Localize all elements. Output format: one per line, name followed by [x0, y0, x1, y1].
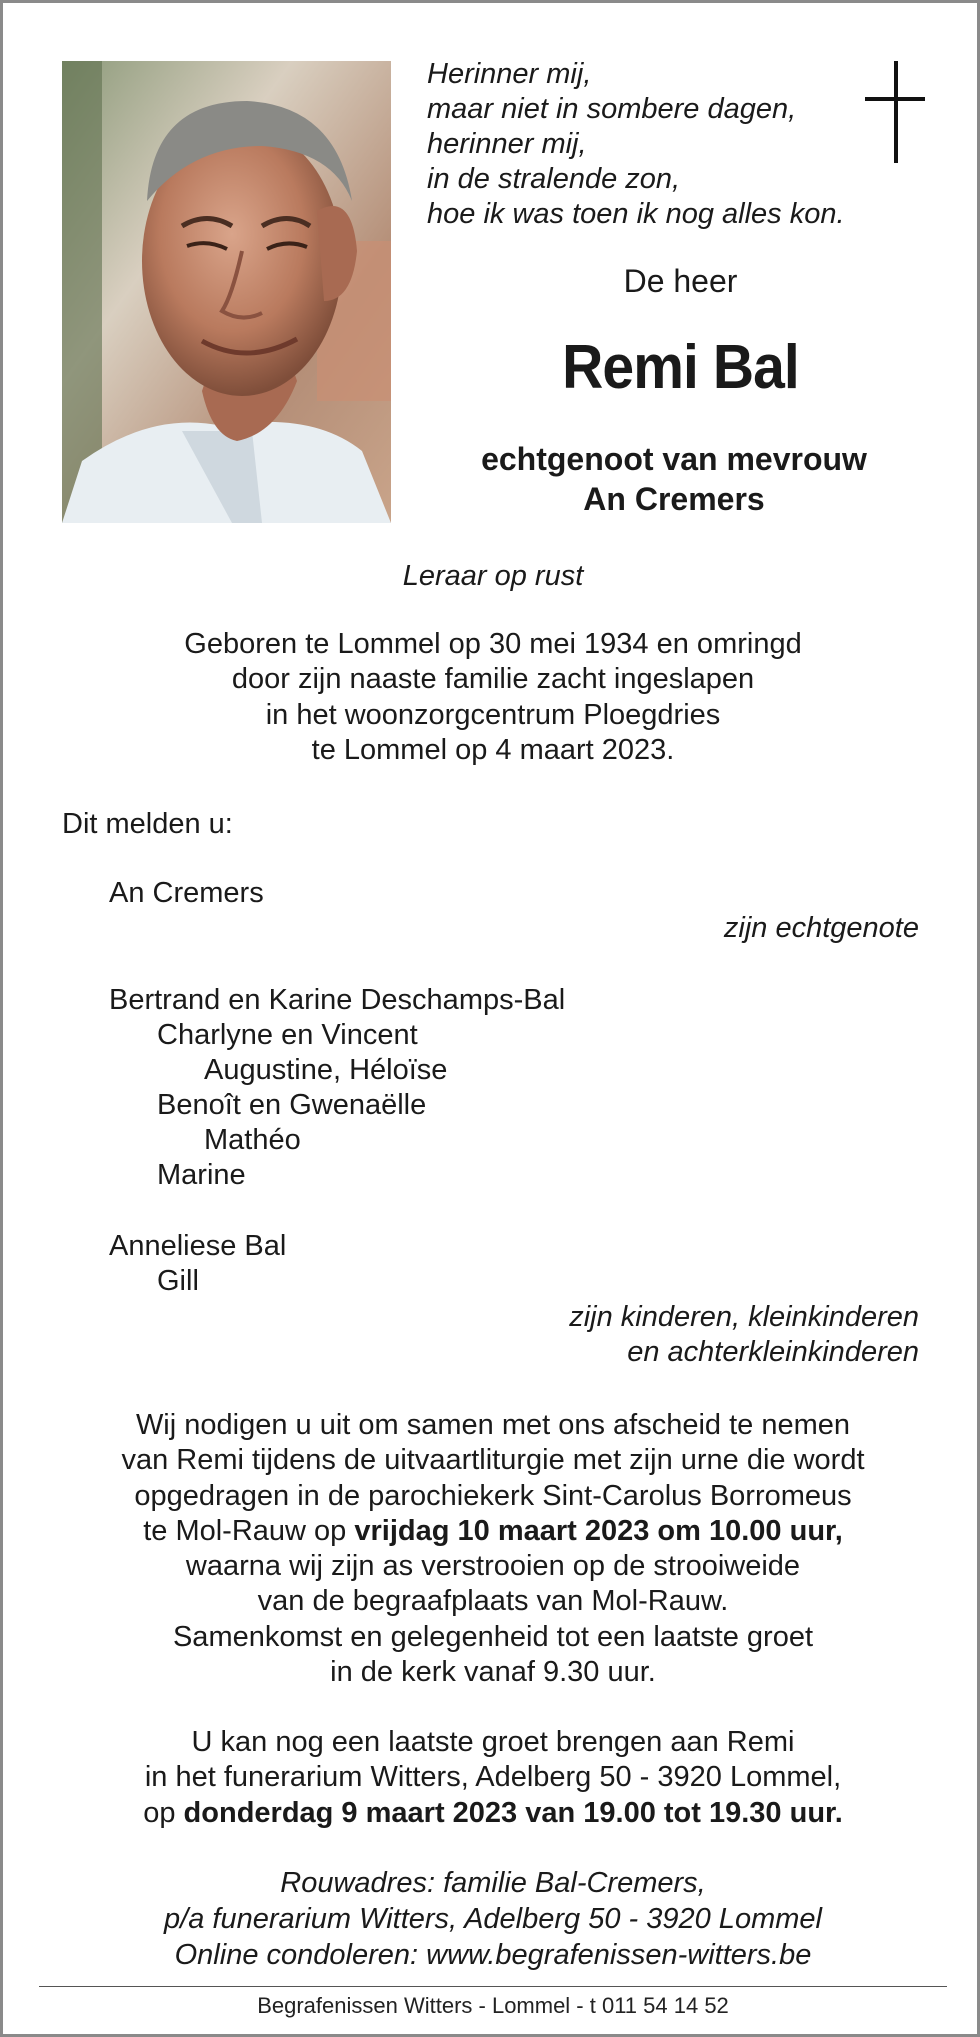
child-entry: Anneliese Bal: [109, 1230, 287, 1262]
grandchild-entry: Gill: [157, 1265, 199, 1297]
poem-line: hoe ik was toen ik nog alles kon.: [427, 198, 845, 230]
family-intro: Dit melden u:: [62, 808, 233, 840]
spouse-line: echtgenoot van mevrouw: [481, 441, 867, 477]
funeral-line: van Remi tijdens de uitvaartliturgie met zijn urne die wordt: [121, 1444, 865, 1477]
spouse-role: zijn echtgenote: [723, 912, 919, 944]
salutation: De heer: [623, 263, 738, 299]
condolence-link[interactable]: Online condoleren: www.begrafenissen-witters.be: [174, 1939, 812, 1971]
funeral-line: in de kerk vanaf 9.30 uur.: [330, 1656, 656, 1689]
funeral-line: van de begraafplaats van Mol-Rauw.: [257, 1585, 729, 1618]
announcement-line: in het woonzorgcentrum Ploegdries: [265, 698, 721, 731]
visitation-date: donderdag 9 maart 2023 van 19.00 tot 19.30 uur.: [183, 1796, 843, 1829]
address-line: p/a funerarium Witters, Adelberg 50 - 3920 Lommel: [164, 1903, 822, 1935]
funeral-details: [43, 1408, 943, 1690]
grandchild-entry: Benoît en Gwenaëlle: [157, 1089, 427, 1121]
announcement-line: Geboren te Lommel op 30 mei 1934 en omringd: [184, 628, 802, 660]
children-role: zijn kinderen, kleinkinderen: [569, 1301, 919, 1333]
portrait-photo: [62, 61, 391, 523]
funeral-line: Wij nodigen u uit om samen met ons afscheid te nemen: [135, 1409, 851, 1441]
spouse-info: [433, 439, 915, 519]
funeral-date-line: [43, 1514, 943, 1549]
children-role: en achterkleinkinderen: [627, 1336, 919, 1368]
funeral-line: Samenkomst en gelegenheid tot een laatste groet: [172, 1620, 814, 1653]
poem-line: in de stralende zon,: [427, 163, 681, 195]
funeral-line: opgedragen in de parochiekerk Sint-Carolus Borromeus: [134, 1479, 852, 1512]
visitation-date-prefix: op: [143, 1796, 184, 1829]
visitation-details: [43, 1725, 943, 1831]
occupation: Leraar op rust: [402, 560, 584, 592]
memorial-poem: [427, 57, 867, 232]
announcement-line: te Lommel op 4 maart 2023.: [311, 733, 675, 766]
great-grandchild-entry: Augustine, Héloïse: [204, 1054, 448, 1086]
announcement-line: door zijn naaste familie zacht ingeslapen: [231, 663, 755, 696]
birth-death-announcement: [43, 627, 943, 768]
funeral-home-footer: Begrafenissen Witters - Lommel - t 011 54 14 52: [257, 1993, 729, 2018]
visitation-date-line: [43, 1796, 943, 1831]
poem-line: Herinner mij,: [427, 58, 592, 90]
funeral-date-prefix: te Mol-Rauw op: [143, 1514, 355, 1547]
deceased-name: Remi Bal: [562, 333, 799, 402]
visitation-line: in het funerarium Witters, Adelberg 50 - 3920 Lommel,: [144, 1761, 842, 1794]
spouse-name: An Cremers: [583, 481, 765, 517]
funeral-line: waarna wij zijn as verstrooien op de strooiweide: [185, 1550, 801, 1583]
grandchild-entry: Marine: [157, 1159, 246, 1191]
footer-divider: [39, 1986, 947, 1987]
poem-line: maar niet in sombere dagen,: [427, 93, 797, 125]
child-entry: Bertrand en Karine Deschamps-Bal: [109, 984, 566, 1016]
funeral-date: vrijdag 10 maart 2023 om 10.00 uur,: [354, 1514, 843, 1547]
great-grandchild-entry: Mathéo: [204, 1124, 301, 1156]
cross-icon: [865, 61, 925, 163]
address-line: Rouwadres: familie Bal-Cremers,: [280, 1867, 706, 1899]
portrait-illustration: [62, 61, 391, 523]
grandchild-entry: Charlyne en Vincent: [157, 1019, 418, 1051]
visitation-line: U kan nog een laatste groet brengen aan Remi: [191, 1726, 795, 1758]
spouse-entry: An Cremers: [109, 877, 264, 909]
mourning-address: [43, 1865, 943, 1973]
poem-line: herinner mij,: [427, 128, 587, 160]
